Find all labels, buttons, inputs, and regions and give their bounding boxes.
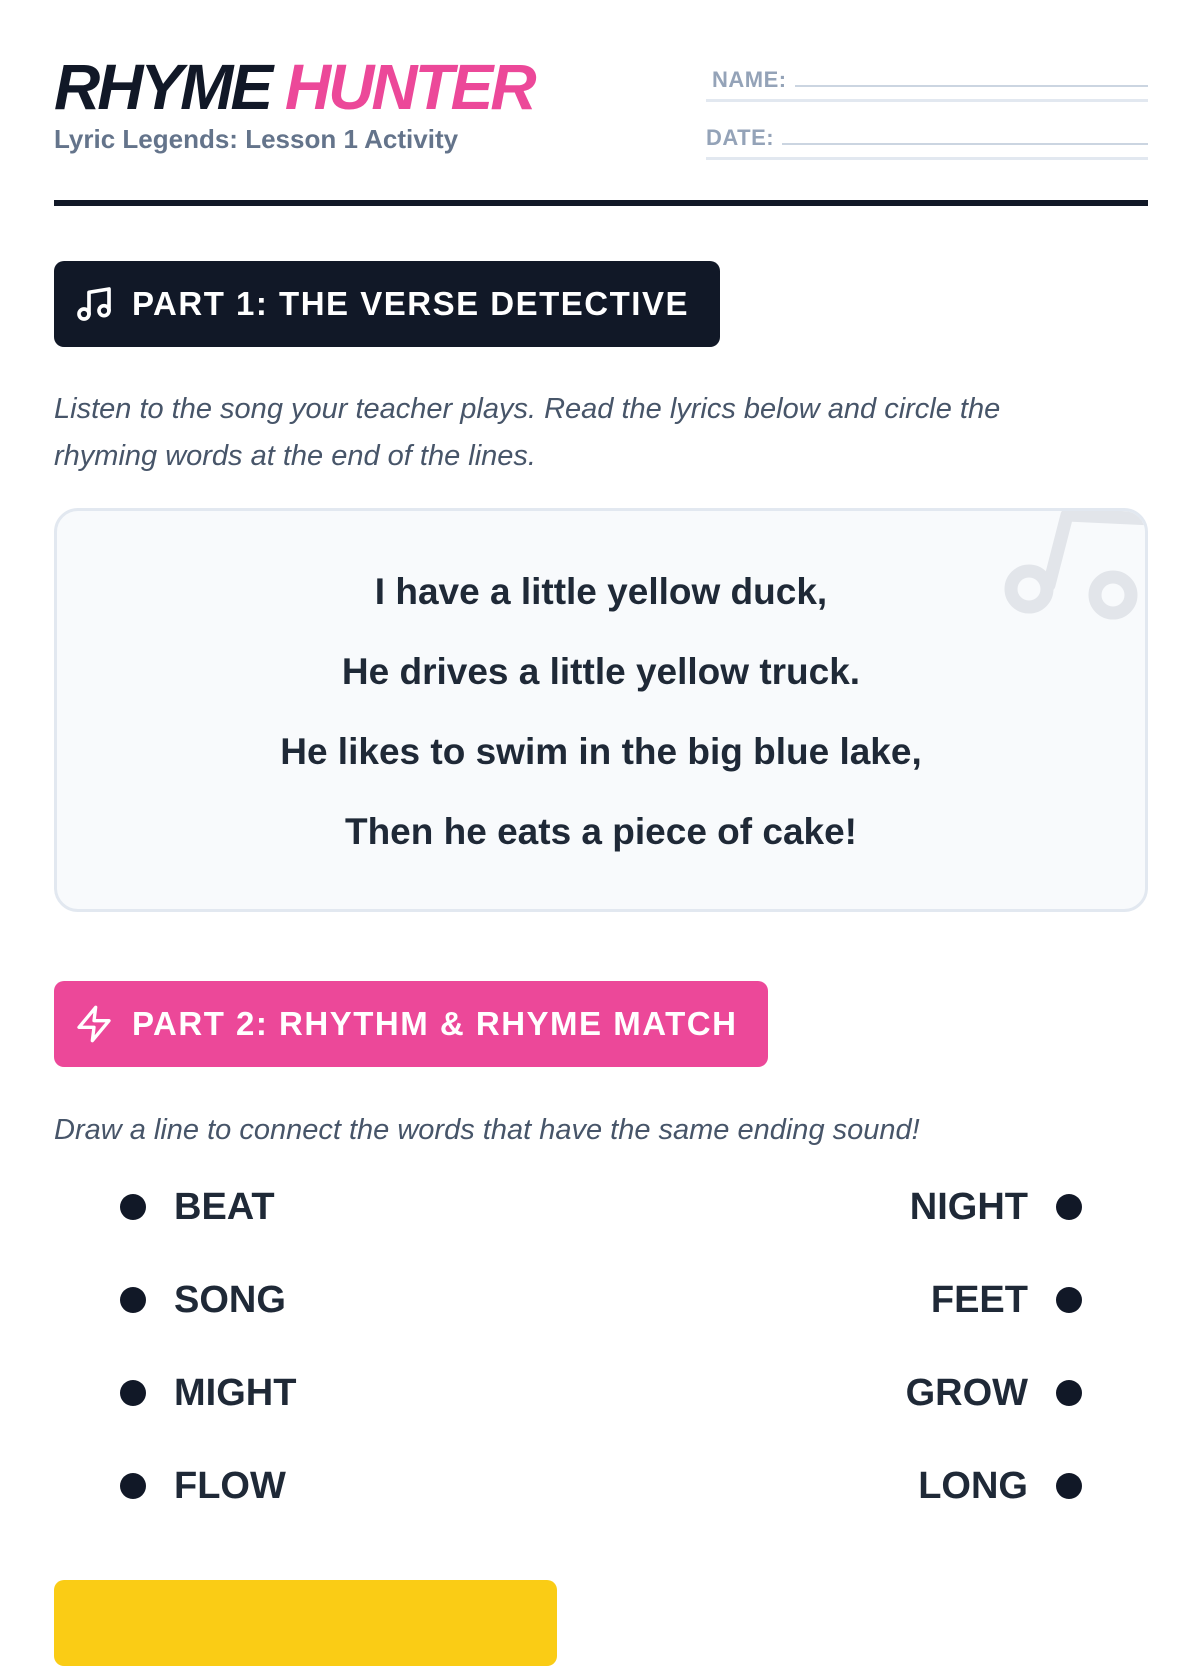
connector-dot[interactable] <box>1056 1473 1082 1499</box>
part2-instructions: Draw a line to connect the words that have the same ending sound! <box>54 1114 920 1146</box>
date-field[interactable] <box>706 120 1148 160</box>
worksheet-title <box>54 52 534 122</box>
match-row <box>120 1278 1082 1322</box>
lightning-bolt-icon <box>74 1004 114 1044</box>
part2-title: PART 2: RHYTHM & RHYME MATCH <box>132 1005 738 1042</box>
match-row <box>120 1185 1082 1229</box>
part1-instructions: Listen to the song your teacher plays. Read the lyrics below and circle the rhyming words at the end of the lines. <box>54 393 1001 472</box>
right-word: FEET <box>930 1278 1028 1321</box>
right-word: LONG <box>918 1464 1028 1507</box>
connector-dot[interactable] <box>1056 1287 1082 1313</box>
lyric-line-1: I have a little yellow duck, <box>374 571 828 612</box>
lyric-line-3: He likes to swim in the big blue lake, <box>280 731 922 772</box>
connector-dot[interactable] <box>120 1380 146 1406</box>
part2-header <box>54 981 768 1067</box>
right-word-item[interactable] <box>931 1279 1082 1322</box>
lyrics-box <box>54 508 1148 912</box>
right-word: NIGHT <box>909 1185 1028 1228</box>
left-word: MIGHT <box>174 1371 297 1414</box>
left-word-item[interactable] <box>120 1372 296 1415</box>
part1-title: PART 1: THE VERSE DETECTIVE <box>132 285 689 322</box>
match-row <box>120 1464 1082 1508</box>
right-word-item[interactable] <box>906 1372 1082 1415</box>
connector-dot[interactable] <box>1056 1380 1082 1406</box>
title-word-rhyme: RHYME <box>54 51 271 123</box>
left-word: BEAT <box>174 1185 275 1228</box>
left-word: FLOW <box>174 1464 286 1507</box>
connector-dot[interactable] <box>120 1194 146 1220</box>
part3-header <box>54 1580 557 1666</box>
left-word-item[interactable] <box>120 1465 286 1508</box>
date-line <box>782 143 1148 145</box>
header-divider <box>54 200 1148 206</box>
name-line <box>795 85 1148 87</box>
connector-dot[interactable] <box>120 1473 146 1499</box>
connector-dot[interactable] <box>120 1287 146 1313</box>
left-word: SONG <box>174 1278 286 1321</box>
title-word-hunter: HUNTER <box>284 51 534 123</box>
part1-header <box>54 261 720 347</box>
left-word-item[interactable] <box>120 1279 286 1322</box>
name-field[interactable] <box>706 62 1148 102</box>
lyric-line-2: He drives a little yellow truck. <box>341 651 861 692</box>
music-note-icon <box>74 284 114 324</box>
right-word: GROW <box>905 1371 1028 1414</box>
right-word-item[interactable] <box>910 1186 1082 1229</box>
worksheet-page <box>54 0 1148 1600</box>
connector-dot[interactable] <box>1056 1194 1082 1220</box>
name-label: NAME: <box>712 67 787 92</box>
right-word-item[interactable] <box>918 1465 1082 1508</box>
left-word-item[interactable] <box>120 1186 275 1229</box>
date-label: DATE: <box>706 125 775 150</box>
match-row <box>120 1371 1082 1415</box>
lyric-line-4: Then he eats a piece of cake! <box>344 811 858 852</box>
worksheet-subtitle: Lyric Legends: Lesson 1 Activity <box>54 124 459 154</box>
